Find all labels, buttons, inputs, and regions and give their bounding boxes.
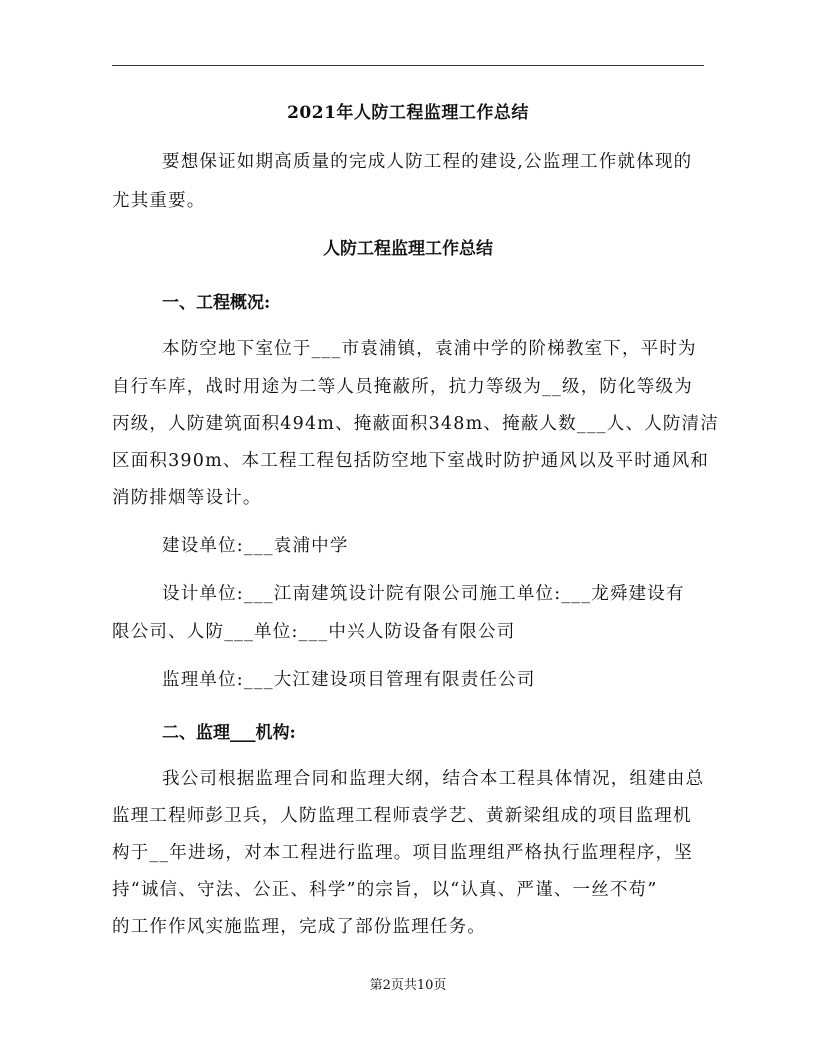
construction-unit: 建设单位:___袁浦中学 xyxy=(162,536,349,556)
section2-para-line: 监理工程师彭卫兵，人防监理工程师袁学艺、黄新梁组成的项目监理机 xyxy=(112,806,692,826)
design-unit-line-2: 限公司、人防___单位:___中兴人防设备有限公司 xyxy=(112,622,516,642)
design-unit-line-1: 设计单位:___江南建筑设计院有限公司施工单位:___龙舜建设有 xyxy=(162,584,685,604)
section2-para-line: 持“诚信、守法、公正、科学”的宗旨，以“认真、严谨、一丝不苟” xyxy=(112,880,658,900)
section1-para-line: 丙级，人防建筑面积494m、掩蔽面积348m、掩蔽人数___人、人防清洁 xyxy=(112,414,719,434)
supervision-unit: 监理单位:___大江建设项目管理有限责任公司 xyxy=(162,670,536,690)
section2-heading: 二、监理___机构: xyxy=(162,723,296,743)
section2-para-line: 我公司根据监理合同和监理大纲，结合本工程具体情况，组建由总 xyxy=(162,769,705,789)
intro-line-1: 要想保证如期高质量的完成人防工程的建设,公监理工作就体现的 xyxy=(162,152,693,172)
document-subtitle: 人防工程监理工作总结 xyxy=(323,239,493,259)
section1-para-line: 消防排烟等设计。 xyxy=(112,488,262,508)
section1-heading: 一、工程概况: xyxy=(162,293,271,313)
intro-line-2: 尤其重要。 xyxy=(112,191,206,211)
header-rule xyxy=(112,65,704,66)
section1-para-line: 区面积390m、本工程工程包括防空地下室战时防护通风以及平时通风和 xyxy=(112,451,710,471)
section2-para-line: 构于__年进场，对本工程进行监理。项目监理组严格执行监理程序，坚 xyxy=(112,843,693,863)
section1-para-line: 本防空地下室位于___市袁浦镇，袁浦中学的阶梯教室下，平时为 xyxy=(162,339,697,359)
page-number-footer: 第2页共10页 xyxy=(369,978,447,993)
section2-para-line: 的工作作风实施监理，完成了部份监理任务。 xyxy=(112,917,486,937)
section1-para-line: 自行车库，战时用途为二等人员掩蔽所，抗力等级为__级，防化等级为 xyxy=(112,377,693,397)
document-title: 2021年人防工程监理工作总结 xyxy=(287,103,529,123)
